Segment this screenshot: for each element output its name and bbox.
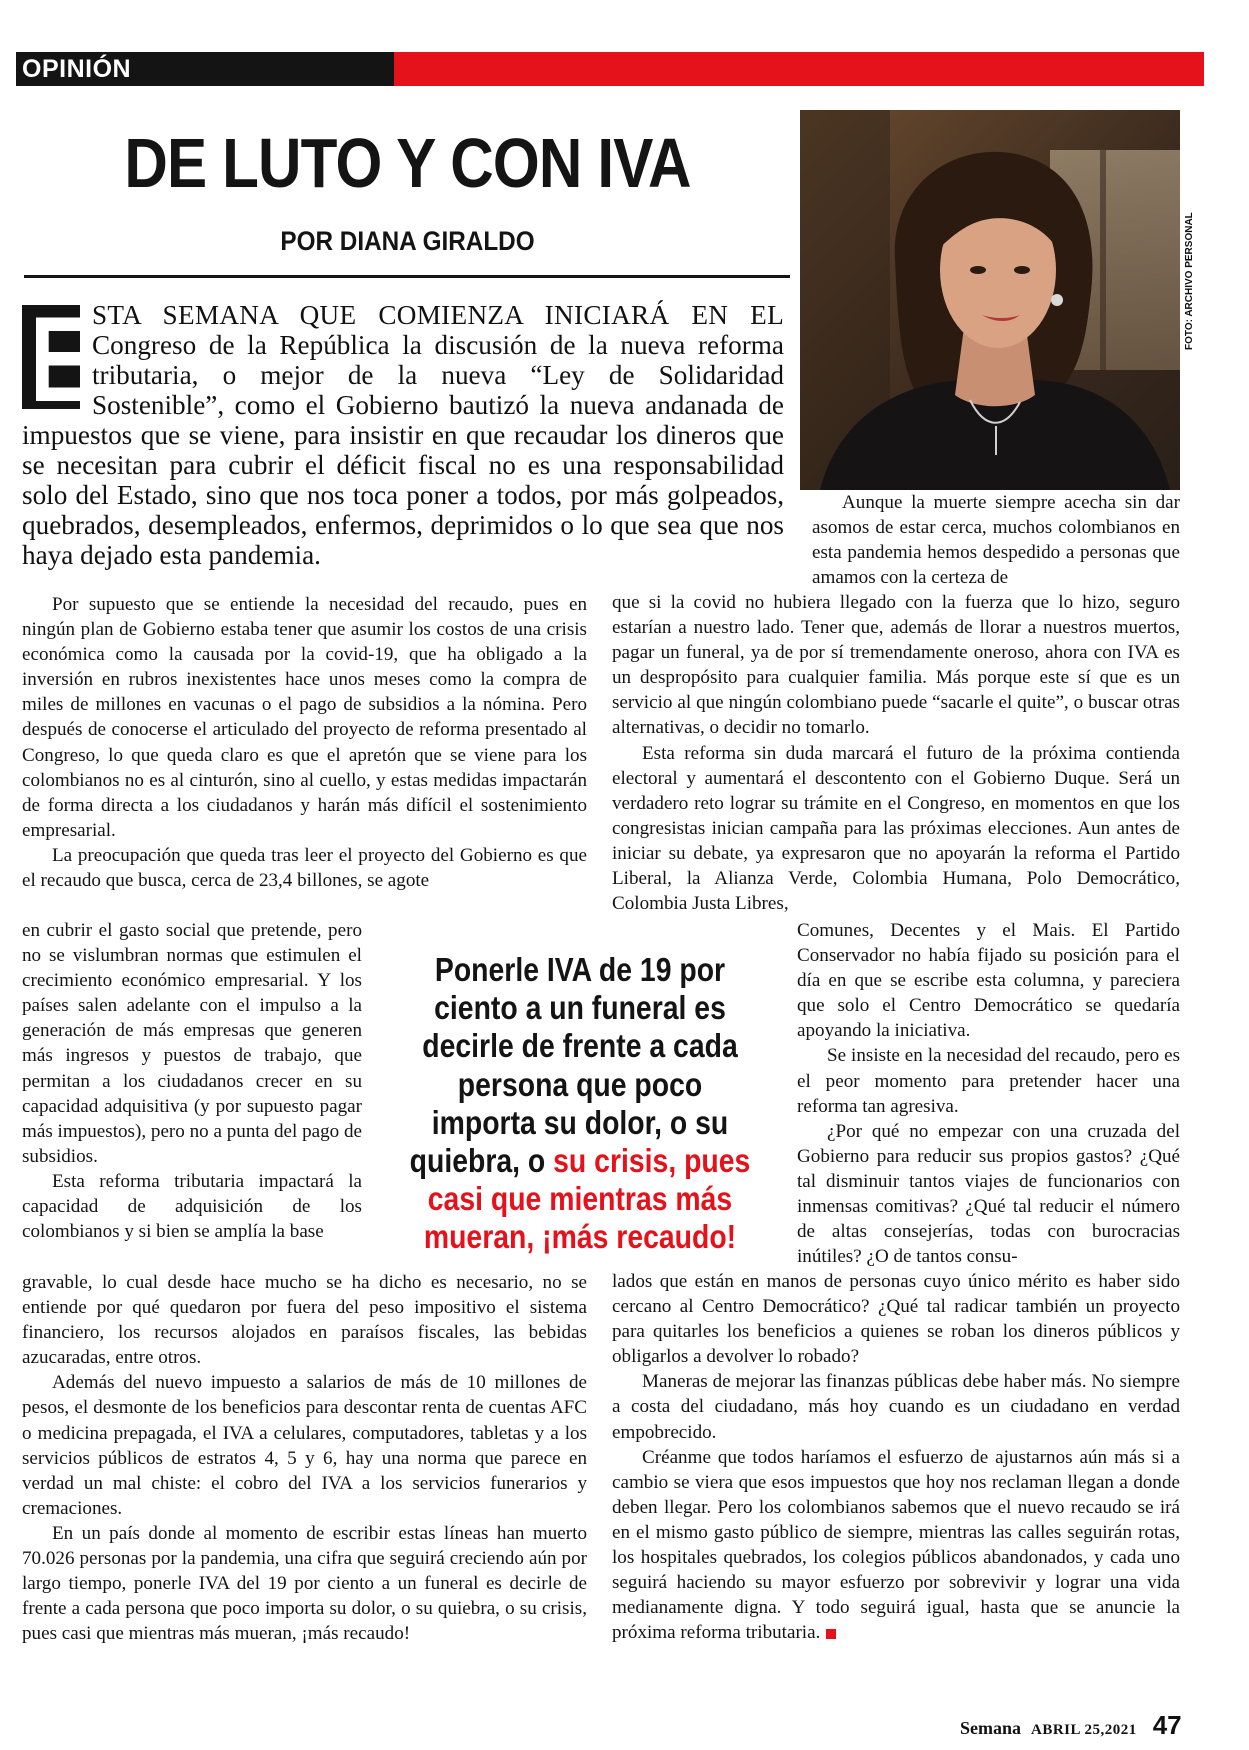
body-column-2-top (812, 490, 1180, 590)
body-paragraph: Además del nuevo impuesto a salarios de más de 10 millones de pesos, el desmonte de los beneficios para descontar renta de cuentas AFC o medicina prepagada, el IVA a celulares, computadores, tabletas y a los servicios públicos de estratos 4, 5 y 6, hay una norma que parece en verdad un mal chiste: el cobro del IVA a los servicios funerarios y cremaciones. (22, 1372, 587, 1519)
section-header-accent (394, 52, 1204, 86)
body-column-1-bottom (22, 1270, 587, 1646)
lead-paragraph (22, 291, 784, 570)
article-title: DE LUTO Y CON IVA (124, 124, 691, 202)
page-number: 47 (1152, 1710, 1182, 1740)
body-paragraph: Esta reforma tributaria impactará la capacidad de adquisición de los colombianos y si bien se amplía la base (22, 1170, 362, 1243)
body-paragraph: La preocupación que queda tras leer el proyecto del Gobierno es que el recaudo que busca, cerca de 23,4 billones, se agote (22, 844, 587, 892)
body-paragraph: Comunes, Decentes y el Mais. El Partido Conservador no había fijado su posición para el día en que se escribe esta columna, y pareciera que solo el Centro Democrático se quedaría apoyando la iniciativa. (797, 920, 1180, 1042)
body-paragraph: Se insiste en la necesidad del recaudo, pero es el peor momento para pretender hacer una reforma tan agresiva. (797, 1045, 1180, 1117)
body-paragraph-text: Créanme que todos haríamos el esfuerzo de ajustarnos aún más si a cambio se viera que esos impuestos que hoy nos reclaman llegan a donde deben llegar. Pero los colombianos sabemos que el nuevo recaudo se irá en el mismo gasto público de siempre, mientras las calles seguirán rotas, los hospitales quebrados, los colegios públicos abandonados, y cada uno seguirá haciendo su mayor esfuerzo por sobrevivir y lograr una vida medianamente digna. Y todo seguirá igual, hasta que se anuncie la próxima reforma tributaria. (612, 1446, 1180, 1644)
body-paragraph: Maneras de mejorar las finanzas públicas debe haber más. No siempre a costa del ciudadano, más hoy cuando es un ciudadano en verdad empobrecido. (612, 1371, 1180, 1443)
body-column-2-middle (612, 590, 1180, 916)
lead-first-line: STA SEMANA QUE COMIENZA INICIARÁ EN EL (92, 300, 784, 330)
body-column-1-narrow (22, 918, 362, 1244)
body-paragraph: lados que están en manos de personas cuyo único mérito es haber sido cercano al Centro Democrático? ¿Qué tal radicar también un proyecto para quitarles los beneficios a quienes se roban los dineros públicos y obligarlos a devolver lo robado? (612, 1271, 1180, 1368)
body-paragraph: gravable, lo cual desde hace mucho se ha dicho es necesario, no se entiende por qué quedaron por fuera del peso impositivo el sistema financiero, los recursos alojados en paraísos fiscales, las bebidas azucaradas, entre otros. (22, 1272, 587, 1369)
article-byline: POR DIANA GIRALDO (280, 226, 535, 256)
magazine-name: Semana (960, 1718, 1022, 1738)
body-paragraph: Aunque la muerte siempre acecha sin dar asomos de estar cerca, muchos colombianos en esta pandemia hemos despedido a personas que amamos con la certeza de (812, 492, 1180, 589)
drop-cap (22, 291, 89, 427)
title-divider (24, 275, 790, 278)
drop-cap-letter: E (30, 291, 89, 427)
body-column-1-top (22, 592, 587, 893)
end-mark-icon (826, 1629, 836, 1639)
body-paragraph (612, 1445, 1180, 1646)
body-paragraph: que si la covid no hubiera llegado con la fuerza que lo hizo, seguro estarían a nuestro lado. Tener que, además de llorar a nuestros muertos, pagar un funeral, ya de por sí tremendamente oneroso, ahora con IVA es un despropósito para cualquier familia. Más porque este sí que es un servicio al que ningún colombiano puede “sacarle el quite”, o buscar otras alternativas, o decidir no tomarlo. (612, 592, 1180, 739)
photo-credit: FOTO: ARCHIVO PERSONAL (1184, 212, 1195, 350)
issue-date: ABRIL 25,2021 (1031, 1722, 1137, 1738)
section-label: OPINIÓN (22, 55, 132, 83)
body-paragraph: En un país donde al momento de escribir estas líneas han muerto 70.026 personas por la pandemia, una cifra que seguirá creciendo aún por largo tiempo, ponerle IVA del 19 por ciento a un funeral es decirle de frente a cada persona que poco importa su dolor, o su quiebra, o su crisis, pues casi que mientras más mueran, ¡más recaudo! (22, 1522, 587, 1645)
body-paragraph: ¿Por qué no empezar con una cruzada del Gobierno para reducir sus propios gastos? ¿Qué tal disminuir tantos viajes de funcionarios con inmensas comitivas? ¿Qué tal reducir el número de altas consejerías, todas con burocracias inútiles? ¿O de tantos consu- (797, 1120, 1180, 1268)
pull-quote (408, 951, 752, 1257)
page-footer (960, 1710, 1182, 1740)
body-paragraph: Por supuesto que se entiende la necesidad del recaudo, pues en ningún plan de Gobierno estaba tener que asumir los costos de una crisis económica como la causada por la covid-19, que ha obligado a la inversión en rubros inexistentes hace unos meses como la compra de miles de millones en vacunas o el pago de subsidios a la nómina. Pero después de conocerse el articulado del proyecto de reforma presentado al Congreso, lo que queda claro es que el apretón que se viene para los colombianos no es al cinturón, sino al cuello, y estas medidas impactarán de forma directa a los ciudadanos y harán más difícil el sostenimiento empresarial. (22, 594, 587, 841)
lead-text: Congreso de la República la discusión de la nueva reforma tributaria, o mejor de la nueva “Ley de Solidaridad Sostenible”, como el Gobierno bautizó la nueva andanada de impuestos que se viene, para insistir en que recaudar los dineros que se necesitan para cubrir el déficit fiscal no es una responsabilidad solo del Estado, sino que nos toca poner a todos, por más golpeados, quebrados, desempleados, enfermos, deprimidos o lo que sea que nos haya dejado esta pandemia. (22, 330, 784, 570)
author-portrait-illustration (800, 110, 1180, 490)
body-column-2-narrow (797, 918, 1180, 1269)
pull-quote-highlight: su crisis, pues casi que mientras más mueran, ¡más recaudo! (423, 1142, 751, 1256)
author-photo (800, 110, 1180, 490)
pull-quote-text: Ponerle IVA de 19 por ciento a un funeral es decirle de frente a cada persona que poco importa su dolor, o su quiebra, o (409, 951, 738, 1180)
body-paragraph: en cubrir el gasto social que pretende, pero no se vislumbran normas que estimulen el crecimiento económico empresarial. Y los países salen adelante con el impulso a la generación de más empresas que generen más ingresos y puestos de trabajo, que permitan a los ciudadanos crecer en su capacidad adquisitiva (y por supuesto pagar más impuestos), pero no a punta del pago de subsidios. (22, 920, 362, 1167)
body-paragraph: Esta reforma sin duda marcará el futuro de la próxima contienda electoral y aumentará el descontento con el Gobierno Duque. Será un verdadero reto lograr su trámite en el Congreso, en momentos en que los congresistas inician campaña para las próximas elecciones. Aun antes de iniciar su debate, ya expresaron que no apoyarán la reforma el Partido Liberal, la Alianza Verde, Colombia Humana, Polo Democrático, Colombia Justa Libres, (612, 742, 1180, 915)
body-column-2-bottom (612, 1269, 1180, 1645)
